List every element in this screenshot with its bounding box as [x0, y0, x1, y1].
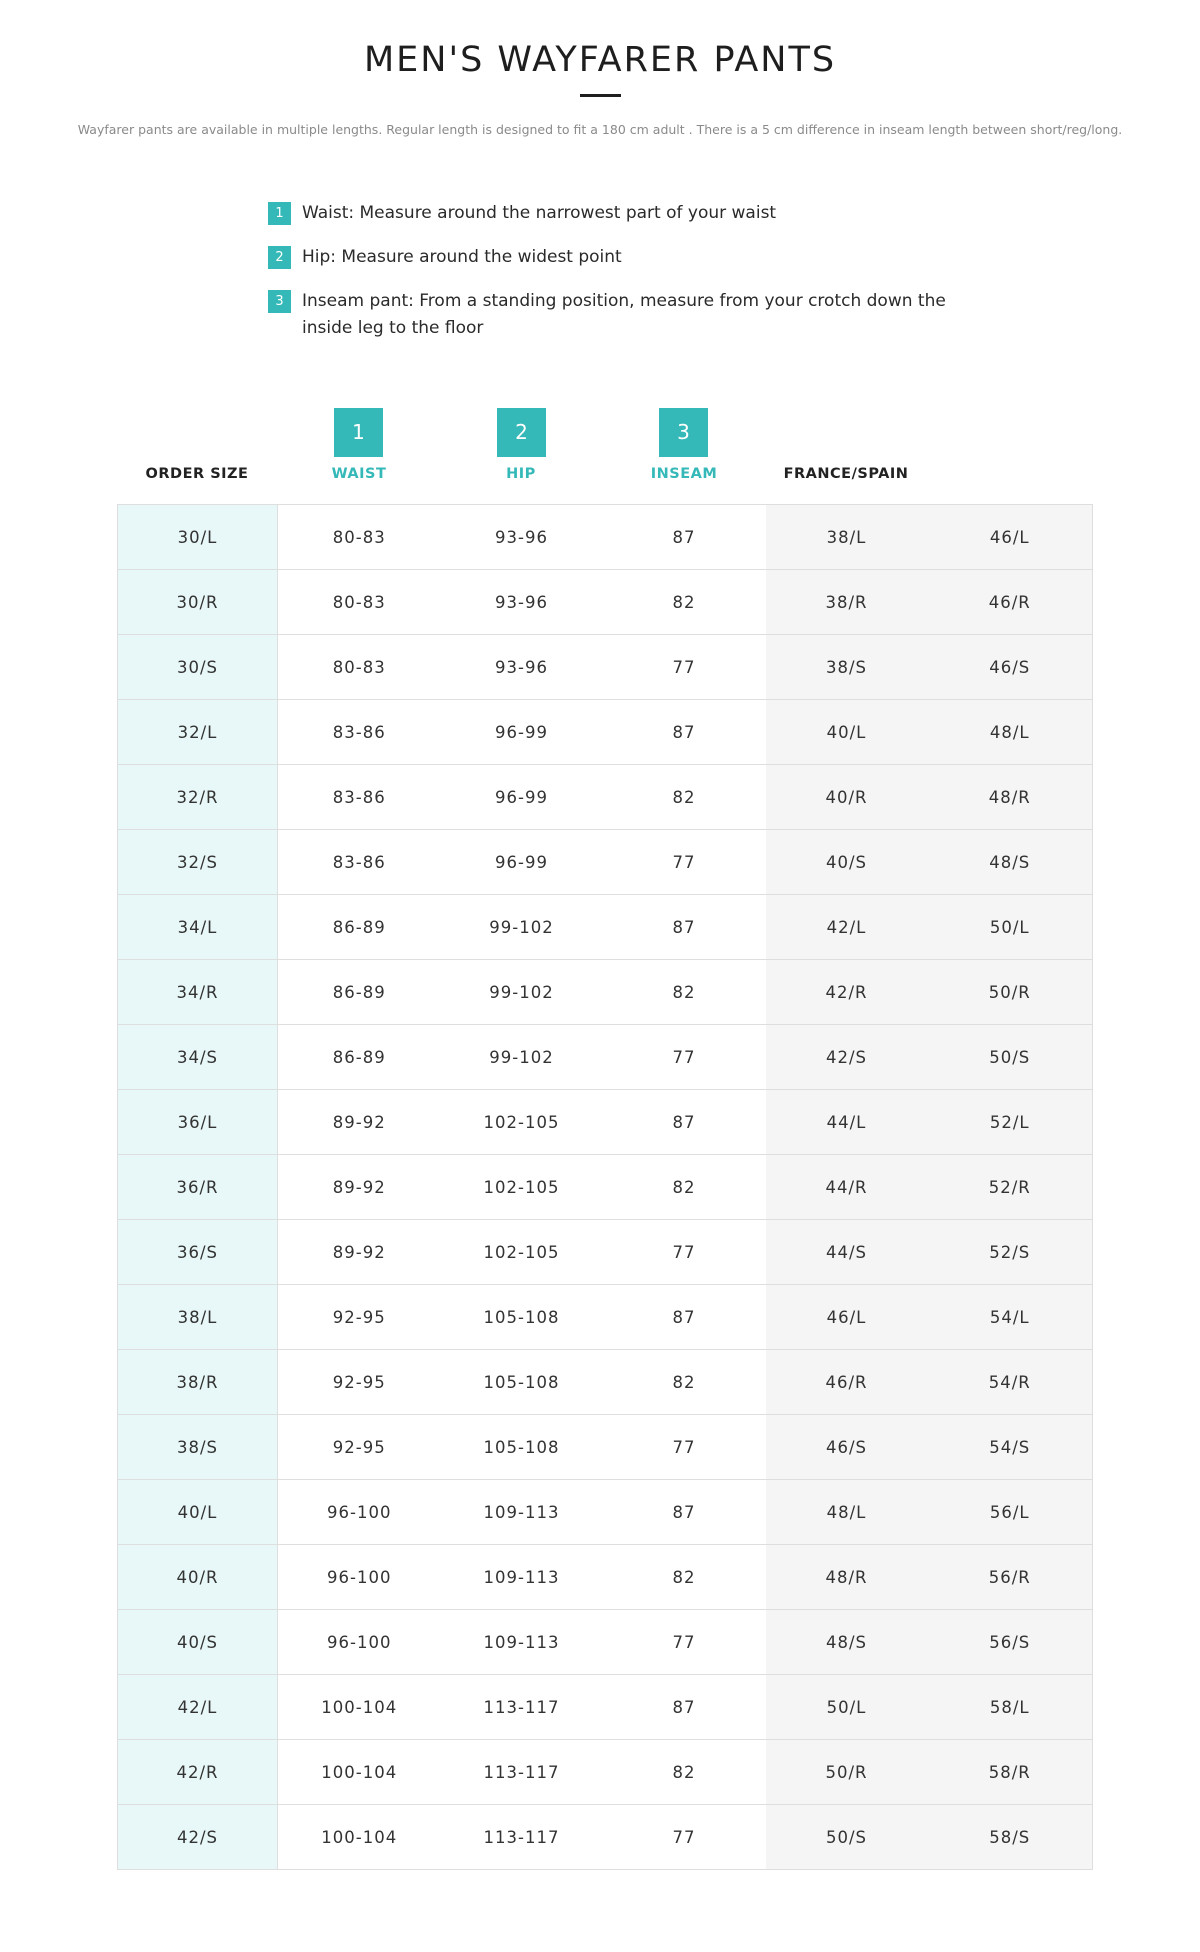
inseam-cell: 87 [603, 1675, 766, 1740]
hip-cell: 109-113 [441, 1480, 603, 1545]
spain-size-cell: 52/S [928, 1220, 1093, 1285]
spain-size-cell: 56/L [928, 1480, 1093, 1545]
waist-cell: 100-104 [278, 1740, 441, 1805]
size-chart-table [117, 504, 1093, 1870]
hip-cell: 113-117 [441, 1805, 603, 1870]
inseam-cell: 87 [603, 1480, 766, 1545]
header-inseam-number-badge: 3 [659, 408, 708, 457]
inseam-cell: 87 [603, 1090, 766, 1155]
inseam-cell: 87 [603, 1285, 766, 1350]
table-row [118, 1025, 1093, 1090]
spain-size-cell: 48/R [928, 765, 1093, 830]
spain-size-cell: 52/R [928, 1155, 1093, 1220]
inseam-cell: 82 [603, 765, 766, 830]
order-size-cell: 34/L [118, 895, 278, 960]
table-row [118, 1610, 1093, 1675]
order-size-cell: 38/R [118, 1350, 278, 1415]
header-france-spain: FRANCE/SPAIN [783, 466, 909, 482]
hip-cell: 99-102 [441, 1025, 603, 1090]
order-size-cell: 30/L [118, 505, 278, 570]
table-row [118, 635, 1093, 700]
table-row [118, 1675, 1093, 1740]
table-row [118, 1285, 1093, 1350]
instruction-inseam [268, 288, 948, 342]
hip-cell: 109-113 [441, 1545, 603, 1610]
order-size-cell: 36/L [118, 1090, 278, 1155]
order-size-cell: 40/L [118, 1480, 278, 1545]
france-size-cell: 48/L [766, 1480, 928, 1545]
spain-size-cell: 48/L [928, 700, 1093, 765]
inseam-cell: 77 [603, 1220, 766, 1285]
hip-cell: 99-102 [441, 895, 603, 960]
spain-size-cell: 54/L [928, 1285, 1093, 1350]
hip-cell: 102-105 [441, 1220, 603, 1285]
table-row [118, 765, 1093, 830]
waist-cell: 80-83 [278, 570, 441, 635]
france-size-cell: 42/L [766, 895, 928, 960]
france-size-cell: 50/L [766, 1675, 928, 1740]
hip-cell: 102-105 [441, 1155, 603, 1220]
waist-cell: 86-89 [278, 895, 441, 960]
table-row [118, 1545, 1093, 1610]
spain-size-cell: 50/R [928, 960, 1093, 1025]
hip-cell: 93-96 [441, 635, 603, 700]
order-size-cell: 34/R [118, 960, 278, 1025]
table-row [118, 895, 1093, 960]
france-size-cell: 44/L [766, 1090, 928, 1155]
inseam-cell: 82 [603, 1155, 766, 1220]
table-row [118, 960, 1093, 1025]
order-size-cell: 36/S [118, 1220, 278, 1285]
hip-cell: 96-99 [441, 765, 603, 830]
order-size-cell: 36/R [118, 1155, 278, 1220]
hip-cell: 113-117 [441, 1675, 603, 1740]
inseam-cell: 82 [603, 1545, 766, 1610]
france-size-cell: 48/R [766, 1545, 928, 1610]
spain-size-cell: 56/R [928, 1545, 1093, 1610]
france-size-cell: 42/R [766, 960, 928, 1025]
spain-size-cell: 46/R [928, 570, 1093, 635]
france-size-cell: 46/L [766, 1285, 928, 1350]
order-size-cell: 34/S [118, 1025, 278, 1090]
order-size-cell: 40/S [118, 1610, 278, 1675]
hip-cell: 96-99 [441, 700, 603, 765]
france-size-cell: 42/S [766, 1025, 928, 1090]
waist-cell: 92-95 [278, 1415, 441, 1480]
order-size-cell: 30/R [118, 570, 278, 635]
page-subtitle: Wayfarer pants are available in multiple lengths. Regular length is designed to fit a 180 cm adult . There is a 5 cm difference in inseam length between short/reg/long. [77, 122, 1123, 137]
waist-cell: 100-104 [278, 1675, 441, 1740]
table-row [118, 1155, 1093, 1220]
header-waist-number-badge: 1 [334, 408, 383, 457]
waist-cell: 92-95 [278, 1350, 441, 1415]
spain-size-cell: 58/R [928, 1740, 1093, 1805]
instruction-number-badge: 1 [268, 202, 291, 225]
waist-cell: 89-92 [278, 1155, 441, 1220]
inseam-cell: 87 [603, 700, 766, 765]
inseam-cell: 82 [603, 960, 766, 1025]
table-row [118, 505, 1093, 570]
table-row [118, 700, 1093, 765]
table-row [118, 1480, 1093, 1545]
header-inseam: INSEAM [650, 466, 718, 482]
table-row [118, 1805, 1093, 1870]
hip-cell: 105-108 [441, 1350, 603, 1415]
title-underline [580, 94, 621, 97]
hip-cell: 93-96 [441, 505, 603, 570]
order-size-cell: 42/S [118, 1805, 278, 1870]
france-size-cell: 50/S [766, 1805, 928, 1870]
instruction-text: Hip: Measure around the widest point [302, 247, 622, 267]
spain-size-cell: 54/S [928, 1415, 1093, 1480]
france-size-cell: 46/S [766, 1415, 928, 1480]
spain-size-cell: 54/R [928, 1350, 1093, 1415]
waist-cell: 92-95 [278, 1285, 441, 1350]
hip-cell: 93-96 [441, 570, 603, 635]
france-size-cell: 40/L [766, 700, 928, 765]
spain-size-cell: 46/L [928, 505, 1093, 570]
order-size-cell: 32/R [118, 765, 278, 830]
waist-cell: 100-104 [278, 1805, 441, 1870]
inseam-cell: 77 [603, 830, 766, 895]
spain-size-cell: 56/S [928, 1610, 1093, 1675]
table-row [118, 570, 1093, 635]
hip-cell: 105-108 [441, 1415, 603, 1480]
inseam-cell: 77 [603, 1610, 766, 1675]
table-row [118, 1090, 1093, 1155]
france-size-cell: 46/R [766, 1350, 928, 1415]
waist-cell: 86-89 [278, 960, 441, 1025]
spain-size-cell: 48/S [928, 830, 1093, 895]
instruction-number-badge: 3 [268, 290, 291, 313]
waist-cell: 80-83 [278, 505, 441, 570]
waist-cell: 80-83 [278, 635, 441, 700]
hip-cell: 96-99 [441, 830, 603, 895]
spain-size-cell: 58/S [928, 1805, 1093, 1870]
waist-cell: 83-86 [278, 700, 441, 765]
order-size-cell: 32/S [118, 830, 278, 895]
france-size-cell: 38/S [766, 635, 928, 700]
inseam-cell: 77 [603, 1025, 766, 1090]
inseam-cell: 82 [603, 1350, 766, 1415]
spain-size-cell: 58/L [928, 1675, 1093, 1740]
france-size-cell: 44/S [766, 1220, 928, 1285]
spain-size-cell: 50/L [928, 895, 1093, 960]
table-row [118, 1740, 1093, 1805]
waist-cell: 83-86 [278, 830, 441, 895]
table-row [118, 1220, 1093, 1285]
waist-cell: 96-100 [278, 1480, 441, 1545]
order-size-cell: 30/S [118, 635, 278, 700]
hip-cell: 102-105 [441, 1090, 603, 1155]
france-size-cell: 38/R [766, 570, 928, 635]
table-row [118, 1350, 1093, 1415]
spain-size-cell: 46/S [928, 635, 1093, 700]
spain-size-cell: 52/L [928, 1090, 1093, 1155]
france-size-cell: 48/S [766, 1610, 928, 1675]
hip-cell: 105-108 [441, 1285, 603, 1350]
instruction-waist [268, 200, 948, 227]
waist-cell: 96-100 [278, 1610, 441, 1675]
france-size-cell: 38/L [766, 505, 928, 570]
spain-size-cell: 50/S [928, 1025, 1093, 1090]
table-row [118, 830, 1093, 895]
header-hip: HIP [506, 466, 536, 482]
waist-cell: 96-100 [278, 1545, 441, 1610]
order-size-cell: 40/R [118, 1545, 278, 1610]
order-size-cell: 38/S [118, 1415, 278, 1480]
france-size-cell: 40/R [766, 765, 928, 830]
header-hip-number-badge: 2 [497, 408, 546, 457]
order-size-cell: 32/L [118, 700, 278, 765]
waist-cell: 89-92 [278, 1220, 441, 1285]
waist-cell: 83-86 [278, 765, 441, 830]
order-size-cell: 38/L [118, 1285, 278, 1350]
inseam-cell: 77 [603, 635, 766, 700]
inseam-cell: 82 [603, 1740, 766, 1805]
inseam-cell: 87 [603, 505, 766, 570]
instruction-number-badge: 2 [268, 246, 291, 269]
waist-cell: 89-92 [278, 1090, 441, 1155]
inseam-cell: 82 [603, 570, 766, 635]
header-order-size: ORDER SIZE [145, 466, 249, 482]
hip-cell: 113-117 [441, 1740, 603, 1805]
france-size-cell: 50/R [766, 1740, 928, 1805]
header-waist: WAIST [331, 466, 387, 482]
france-size-cell: 44/R [766, 1155, 928, 1220]
inseam-cell: 77 [603, 1805, 766, 1870]
hip-cell: 109-113 [441, 1610, 603, 1675]
instruction-text: Inseam pant: From a standing position, measure from your crotch down the inside leg to the floor [302, 291, 946, 338]
waist-cell: 86-89 [278, 1025, 441, 1090]
order-size-cell: 42/R [118, 1740, 278, 1805]
page-title: MEN'S WAYFARER PANTS [363, 40, 837, 80]
inseam-cell: 87 [603, 895, 766, 960]
table-row [118, 1415, 1093, 1480]
inseam-cell: 77 [603, 1415, 766, 1480]
france-size-cell: 40/S [766, 830, 928, 895]
order-size-cell: 42/L [118, 1675, 278, 1740]
instruction-hip [268, 244, 948, 271]
instruction-text: Waist: Measure around the narrowest part of your waist [302, 203, 777, 223]
hip-cell: 99-102 [441, 960, 603, 1025]
